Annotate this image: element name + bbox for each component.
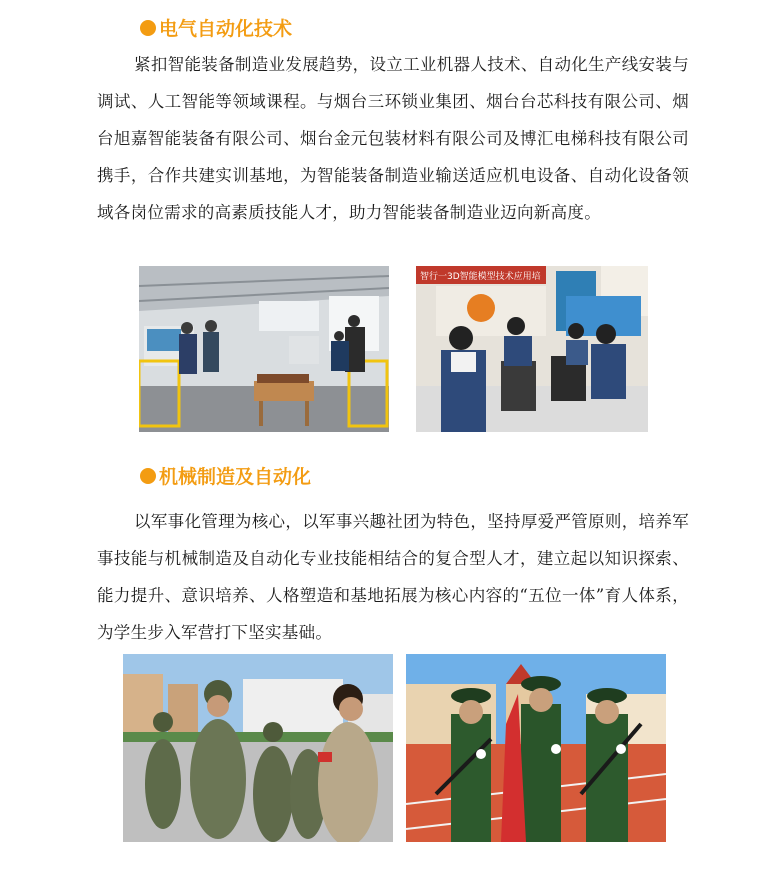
- section-body-electrical: [97, 46, 689, 231]
- section-body-text: 紧扣智能装备制造业发展趋势，设立工业机器人技术、自动化生产线安装与调试、人工智能等领域课程。与烟台三环锁业集团、烟台台芯科技有限公司、烟台旭嘉智能装备有限公司、烟台金元包装材料有限公司及博汇电梯科技有限公司携手，合作共建实训基地，为智能装备制造业输送适应机电设备、自动化设备领域各岗位需求的高素质技能人才，助力智能装备制造业迈向新高度。: [97, 55, 689, 222]
- photo-military-training: [123, 654, 393, 842]
- section-title-mechanical: [140, 462, 311, 489]
- photo-honor-guard: [406, 654, 666, 842]
- photo-computer-lab: [416, 266, 648, 432]
- section-title-text: 机械制造及自动化: [159, 466, 312, 488]
- bullet-icon: [140, 468, 156, 484]
- section-body-mechanical: [97, 503, 689, 651]
- section-body-text: 以军事化管理为核心，以军事兴趣社团为特色，坚持厚爱严管原则，培养军事技能与机械制造及自动化专业技能相结合的复合型人才，建立起以知识探索、能力提升、意识培养、人格塑造和基地拓展为核心内容的“五位一体”育人体系，为学生步入军营打下坚实基础。: [97, 512, 689, 642]
- photo-training-workshop: [139, 266, 389, 432]
- banner-text: 智行一3D智能模型技术应用培: [420, 272, 541, 282]
- bullet-icon: [140, 20, 156, 36]
- section-title-text: 电气自动化技术: [159, 18, 293, 40]
- section-title-electrical: [140, 14, 292, 41]
